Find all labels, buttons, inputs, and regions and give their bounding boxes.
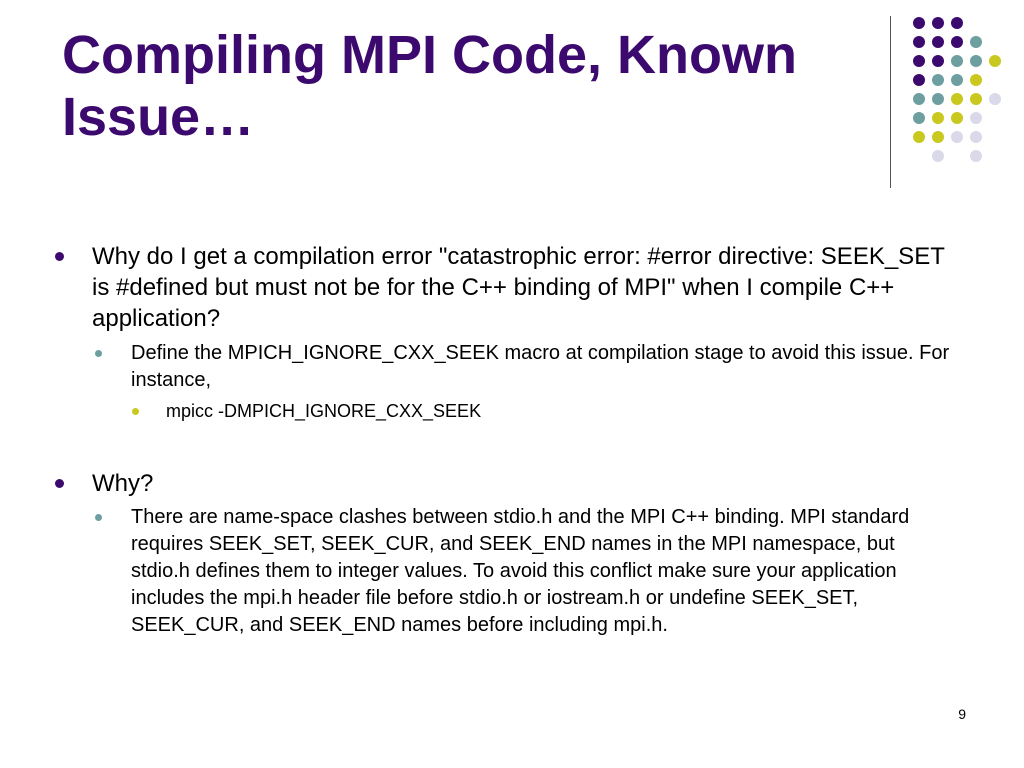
- page-number: 9: [958, 706, 966, 722]
- sub-bullet-text: Define the MPICH_IGNORE_CXX_SEEK macro at compilation stage to avoid this issue. For instance,: [131, 342, 950, 391]
- bullet-dot: [55, 252, 64, 261]
- bullet-text: Why?: [92, 470, 154, 497]
- sub-sub-bullet-dot: [132, 408, 139, 415]
- bullet-dot: [55, 479, 64, 488]
- sub-bullet-text: There are name-space clashes between stdio.h and the MPI C++ binding. MPI standard requires SEEK_SET, SEEK_CUR, and SEEK_END names in the MPI namespace, but stdio.h defines them to integer values. To avoid this conflict make sure your application includes the mpi.h header file before stdio.h or iostream.h or undefine SEEK_SET, SEEK_CUR, and SEEK_END names before including mpi.h.: [131, 506, 910, 636]
- sub-bullet-dot: [95, 514, 102, 521]
- slide-title: Compiling MPI Code, Known Issue…: [62, 25, 797, 147]
- sub-sub-bullet-text: mpicc -DMPICH_IGNORE_CXX_SEEK: [166, 401, 482, 421]
- sub-bullet-dot: [95, 350, 102, 357]
- bullet-text: Why do I get a compilation error "catastrophic error: #error directive: SEEK_SET is #defined but must not be for the C++ binding of MPI" when I compile C++ application?: [92, 243, 945, 332]
